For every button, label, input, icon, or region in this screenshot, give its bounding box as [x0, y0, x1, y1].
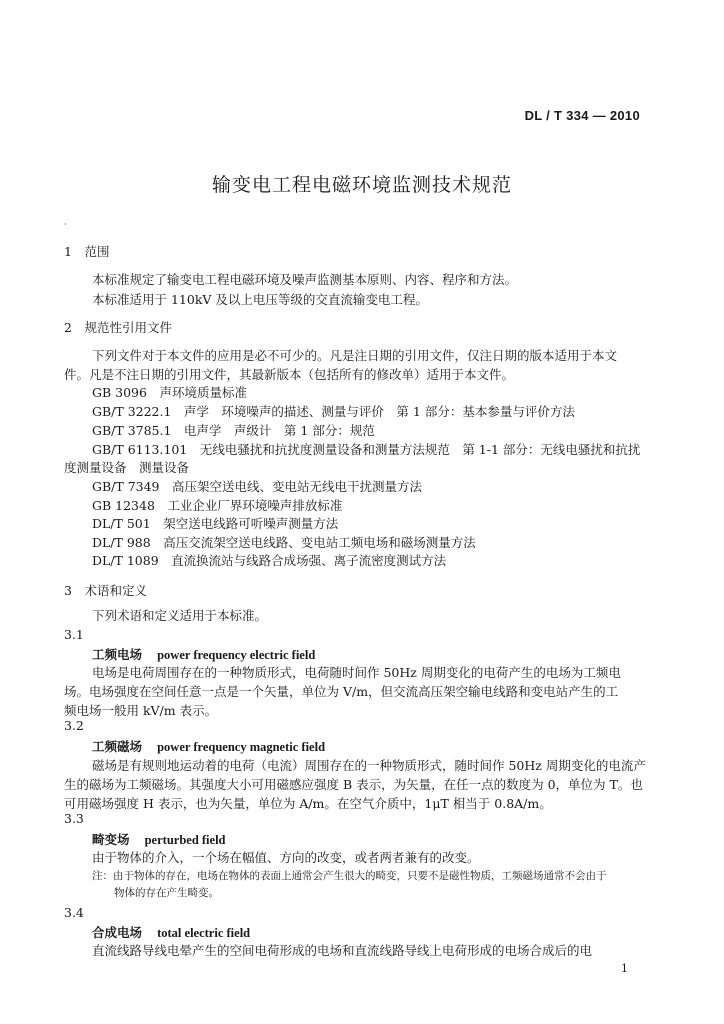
- term-definition-line: 场。电场强度在空间任意一点是一个矢量，单位为 V/m，但交流高压架空输电线路和变电站产生的工: [64, 684, 619, 699]
- section-3-intro: 下列术语和定义适用于本标准。: [92, 608, 268, 623]
- term-en: power frequency electric field: [157, 648, 316, 662]
- term-number: 3.1: [64, 627, 84, 642]
- term-title: [92, 736, 325, 755]
- reference-item: GB/T 6113.101 无线电骚扰和抗扰度测量设备和测量方法规范 第 1-1 部分：无线电骚扰和抗扰: [92, 442, 641, 457]
- term-note-line: 注：由于物体的存在，电场在物体的表面上通常会产生很大的畸变，只要不是磁性物质，工频磁场通常不会由于: [92, 870, 607, 882]
- page-title: 输变电工程电磁环境监测技术规范: [211, 174, 512, 196]
- term-cn: 畸变场: [92, 832, 130, 847]
- scan-speck: ·: [64, 220, 67, 229]
- reference-item: DL/T 501 架空送电线路可听噪声测量方法: [92, 516, 339, 531]
- term-note-line: 物体的存在产生畸变。: [114, 887, 219, 899]
- term-title: [92, 829, 226, 848]
- section-2-heading: 2 规范性引用文件: [64, 320, 172, 335]
- section-3-heading: 3 术语和定义: [64, 583, 147, 598]
- term-en: power frequency magnetic field: [157, 740, 326, 754]
- section-2-intro-line-2: 件。凡是不注日期的引用文件，其最新版本（包括所有的修改单）适用于本文件。: [64, 367, 515, 382]
- term-en: perturbed field: [144, 833, 226, 847]
- term-title: [92, 644, 315, 663]
- page-number: 1: [621, 962, 628, 975]
- reference-item: GB 12348 工业企业厂界环境噪声排放标准: [92, 498, 343, 513]
- reference-item: GB/T 3785.1 电声学 声级计 第 1 部分：规范: [92, 423, 375, 438]
- reference-item: GB/T 3222.1 声学 环境噪声的描述、测量与评价 第 1 部分：基本参量与评价方法: [92, 404, 575, 419]
- section-1-para-1: 本标准规定了输变电工程电磁环境及噪声监测基本原则、内容、程序和方法。: [92, 272, 518, 287]
- term-cn: 工频磁场: [92, 739, 143, 754]
- term-title: [92, 922, 250, 941]
- term-definition-line: 磁场是有规则地运动着的电荷（电流）周围存在的一种物质形式，随时间作 50Hz 周期变化的电流产: [92, 758, 646, 773]
- term-cn: 合成电场: [92, 925, 143, 940]
- term-cn: 工频电场: [92, 647, 143, 662]
- reference-item: GB/T 7349 高压架空送电线、变电站无线电干扰测量方法: [92, 479, 423, 494]
- term-definition-line: 直流线路导线电晕产生的空间电荷形成的电场和直流线路导线上电荷形成的电场合成后的电: [92, 943, 593, 958]
- term-definition-line: 可用磁场强度 H 表示，也为矢量，单位为 A/m。在空气介质中，1μT 相当于 0.8A/m。: [64, 796, 552, 811]
- section-2-intro-line-1: 下列文件对于本文件的应用是必不可少的。凡是注日期的引用文件，仅注日期的版本适用于本文: [92, 348, 618, 363]
- term-definition-line: 电场是电荷周围存在的一种物质形式，电荷随时间作 50Hz 周期变化的电荷产生的电场为工频电: [92, 665, 621, 680]
- term-number: 3.3: [64, 811, 84, 826]
- term-number: 3.2: [64, 718, 84, 733]
- term-number: 3.4: [64, 905, 84, 920]
- term-definition-line: 频电场一般用 kV/m 表示。: [64, 703, 218, 718]
- term-en: total electric field: [157, 926, 251, 940]
- reference-item: DL/T 988 高压交流架空送电线路、变电站工频电场和磁场测量方法: [92, 535, 476, 550]
- section-1-heading: 1 范围: [64, 244, 110, 259]
- standard-code: DL / T 334 — 2010: [524, 108, 640, 123]
- section-1-para-2: 本标准适用于 110kV 及以上电压等级的交直流输变电工程。: [92, 292, 428, 307]
- reference-item: GB 3096 声环境质量标准: [92, 385, 247, 400]
- reference-item: DL/T 1089 直流换流站与线路合成场强、离子流密度测试方法: [92, 553, 447, 568]
- term-definition-line: 生的磁场为工频磁场。其强度大小可用磁感应强度 B 表示，为矢量，在任一点的数度为 0，单位为 T。也: [64, 777, 643, 792]
- reference-item-continuation: 度测量设备 测量设备: [64, 460, 190, 475]
- term-definition-line: 由于物体的介入，一个场在幅值、方向的改变，或者两者兼有的改变。: [92, 850, 480, 865]
